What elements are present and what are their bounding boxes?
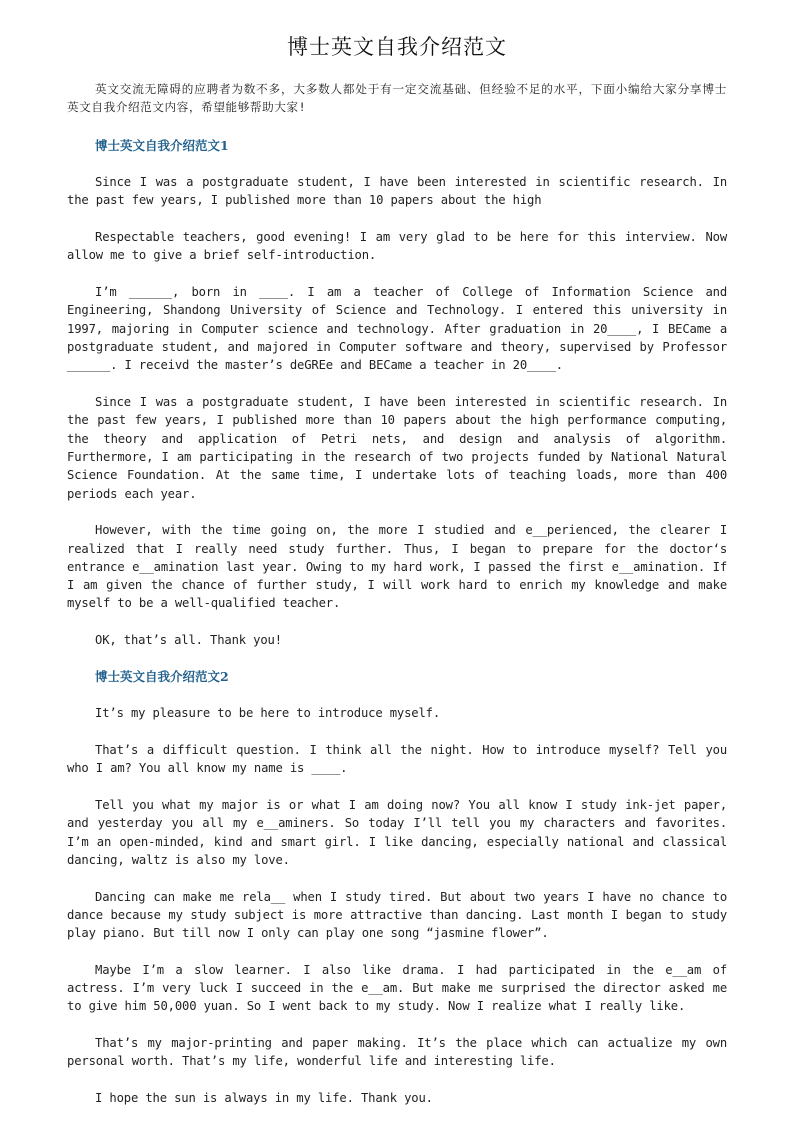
section1-paragraph-4: Since I was a postgraduate student, I have been interested in scientific research. In the past few years, I published more than 10 papers about the high performance computing, the theory and application of Petri nets, and design and analysis of algorithm. Furthermore, I am participating in the research of two projects funded by National Natural Science Foundation. At the same time, I undertake lots of teaching loads, more than 400 periods each year. (67, 395, 727, 501)
section1-paragraph-3: I’m ______, born in ____. I am a teacher of College of Information Science and Engineering, Shandong University of Science and Technology. I entered this university in 1997, majoring in Computer science and technology. After graduation in 20____, I BECame a postgraduate student, and majored in Computer software and theory, supervised by Professor ______. I receivd the master’s deGREe and BECame a teacher in 20____. (67, 285, 727, 373)
document-page (67, 34, 727, 1126)
intro-paragraph: 英文交流无障碍的应聘者为数不多，大多数人都处于有一定交流基础、但经验不足的水平，下面小编给大家分享博士英文自我介绍范文内容，希望能够帮助大家! (67, 82, 727, 115)
section2-paragraph-6: That’s my major-printing and paper making. It’s the place which can actualize my own personal worth. That’s my life, wonderful life and interesting life. (67, 1036, 727, 1069)
section-heading-2: 博士英文自我介绍范文2 (95, 668, 229, 684)
section2-paragraph-4: Dancing can make me rela__ when I study tired. But about two years I have no chance to dance because my study subject is more attractive than dancing. Last month I began to study play piano. But till now I only can play one song “jasmine flower”. (67, 889, 727, 941)
section2-paragraph-2: That’s a difficult question. I think all the night. How to introduce myself? Tell you who I am? You all know my name is ____. (67, 743, 727, 776)
section2-paragraph-7: I hope the sun is always in my life. Thank you. (95, 1091, 433, 1106)
section-heading-1: 博士英文自我介绍范文1 (95, 137, 229, 153)
section1-paragraph-2: Respectable teachers, good evening! I am very glad to be here for this interview. Now allow me to give a brief self-introduction. (67, 230, 727, 263)
section2-paragraph-1: It’s my pleasure to be here to introduce myself. (95, 706, 440, 721)
section2-paragraph-5: Maybe I’m a slow learner. I also like drama. I had participated in the e__am of actress. I’m very luck I succeed in the e__am. But make me surprised the director asked me to give him 50,000 yuan. So I went back to my study. Now I realize what I really like. (67, 962, 727, 1014)
section1-paragraph-5: However, with the time going on, the more I studied and e__perienced, the clearer I realized that I really need study further. Thus, I began to prepare for the doctor‘s entrance e__amination last year. Owing to my hard work, I passed the first e__amination. If I am given the chance of further study, I will work hard to enrich my knowledge and make myself to be a well-qualified teacher. (67, 523, 727, 611)
page-title: 博士英文自我介绍范文 (287, 35, 507, 59)
section1-paragraph-6: OK, that’s all. Thank you! (95, 633, 282, 648)
section1-paragraph-1: Since I was a postgraduate student, I have been interested in scientific research. In the past few years, I published more than 10 papers about the high (67, 175, 727, 208)
section2-paragraph-3: Tell you what my major is or what I am doing now? You all know I study ink-jet paper, and yesterday you all my e__aminers. So today I’ll tell you my characters and favorites. I’m an open-minded, kind and smart girl. I like dancing, especially national and classical dancing, waltz is also my love. (67, 798, 727, 867)
